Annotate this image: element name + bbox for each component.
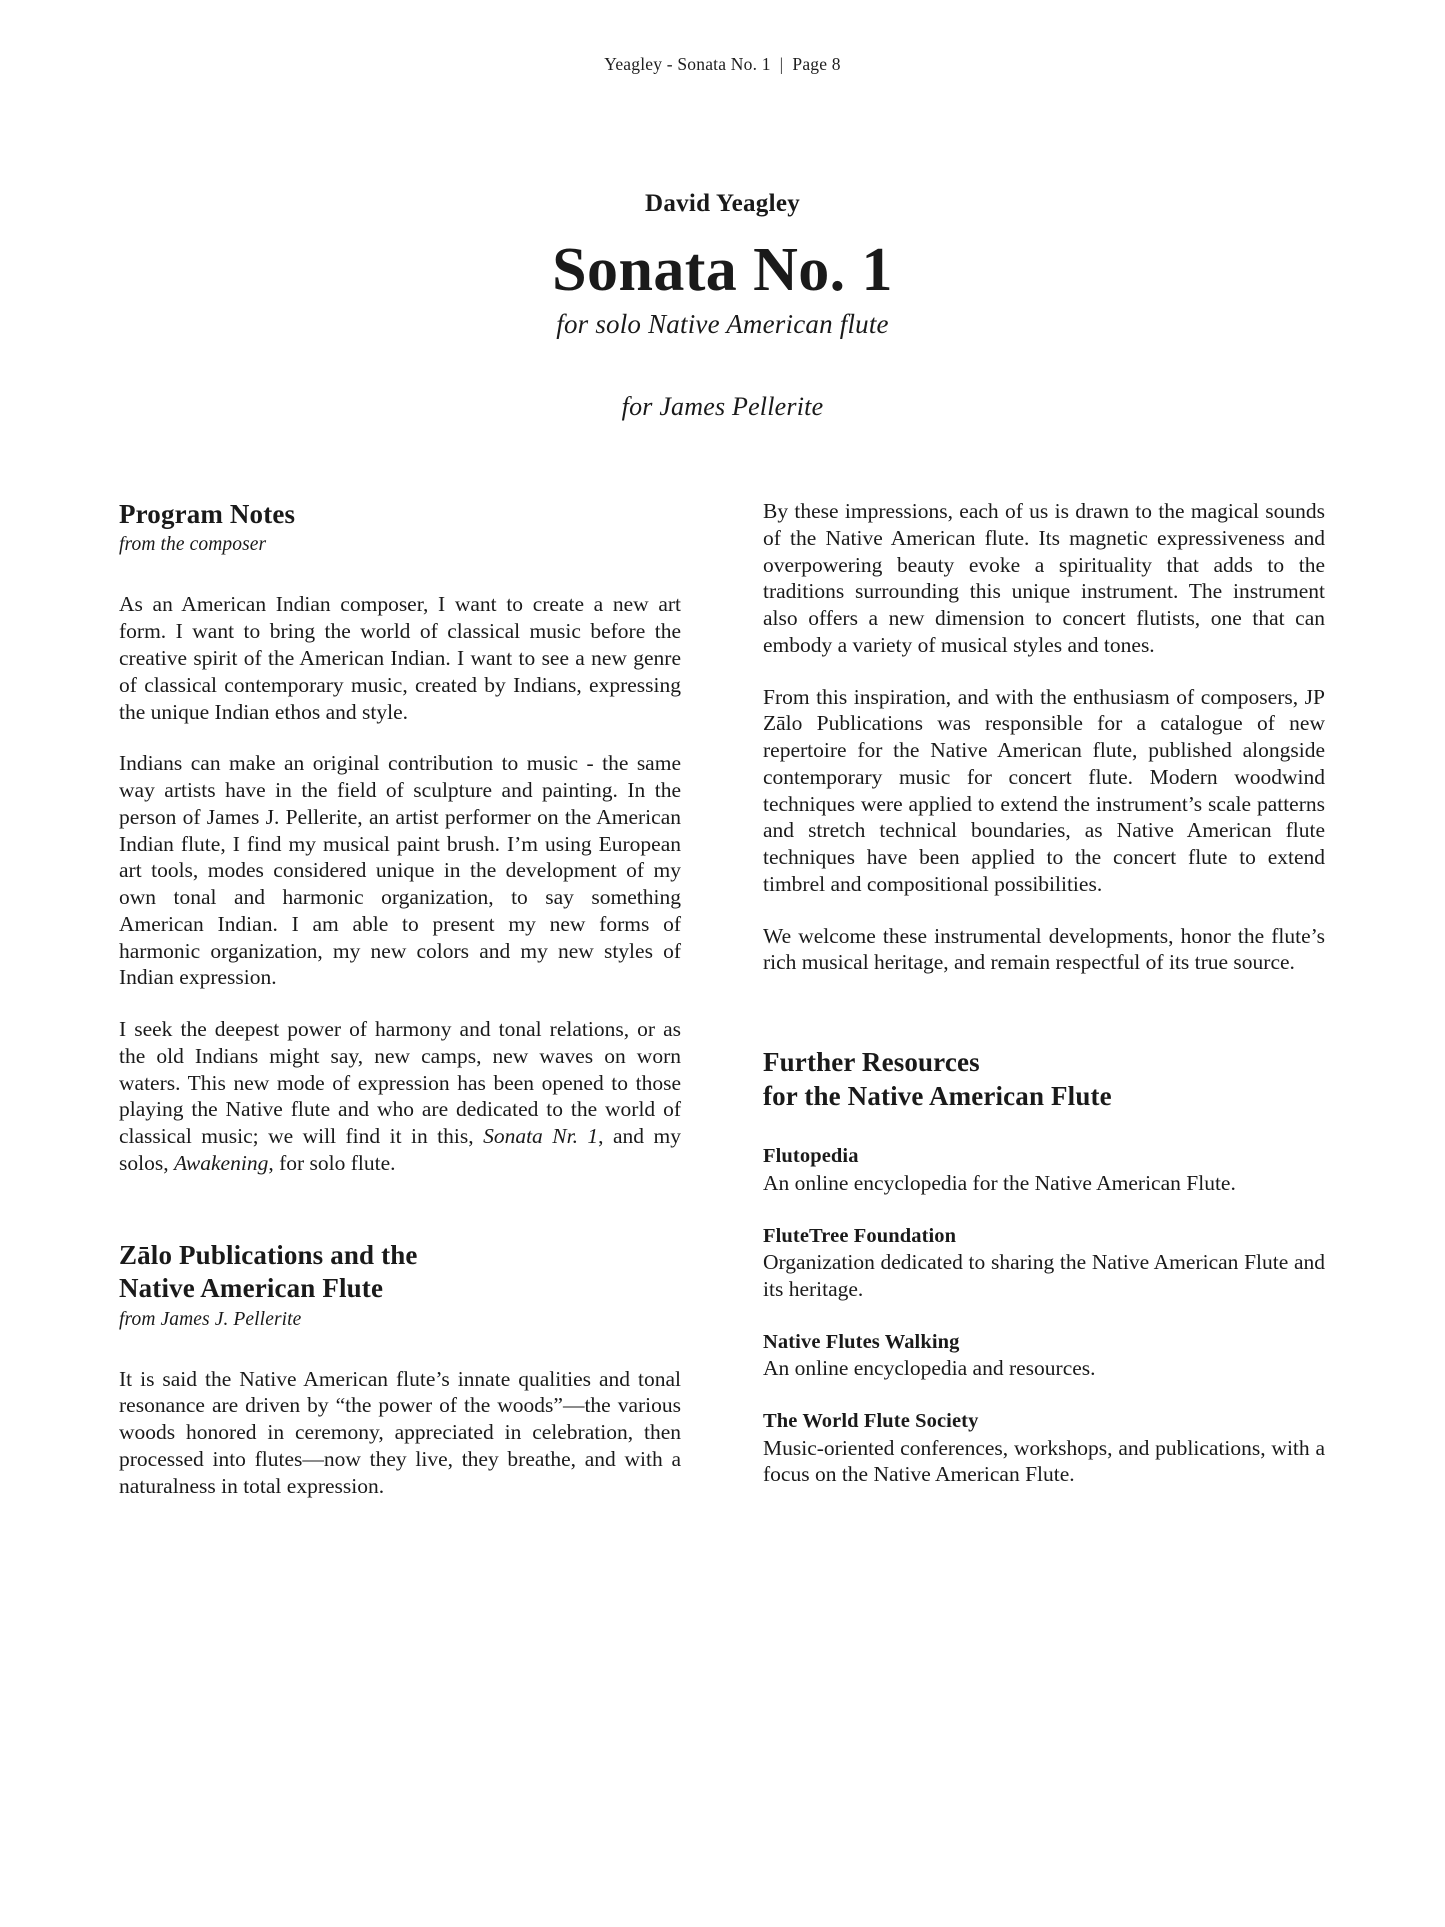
work-title-italic: Sonata Nr. 1 — [483, 1124, 599, 1149]
further-resources-line-1: Further Resources — [763, 1047, 980, 1078]
dedication-line: for James Pellerite — [621, 392, 824, 422]
page-title: Sonata No. 1 — [552, 235, 893, 304]
resource-description: Music-oriented conferences, workshops, and publications, with a focus on the Native American Flute. — [763, 1435, 1325, 1487]
paragraph-text: I seek the deepest power of harmony and tonal relations, or as the old Indians might say, new camps, new waves on worn waters. This new mode of expression has been opened to those playing the Native flute and who are dedicated to the world of classical music; we will find it in this, — [119, 1017, 681, 1149]
zalo-section-heading — [119, 1239, 681, 1306]
paragraph: Indians can make an original contribution to music - the same way artists have in the field of sculpture and painting. In the person of James J. Pellerite, an artist performer on the American Indian flute, I find my musical paint brush. I’m using European art tools, modes considered unique in the development of my own tonal and harmonic organization, to say something American Indian. I am able to present my new forms of harmonic organization, my new colors and my new styles of Indian expression. — [119, 751, 681, 990]
paragraph: It is said the Native American flute’s innate qualities and tonal resonance are driven by “the power of the woods”—the various woods honored in ceremony, appreciated in celebration, then processed into flutes—now they live, they breathe, and with a naturalness in total expression. — [119, 1366, 681, 1498]
zalo-section-subheading: from James J. Pellerite — [119, 1308, 302, 1330]
paragraph — [119, 1016, 681, 1177]
paragraph: We welcome these instrumental developments, honor the flute’s rich musical heritage, and remain respectful of its true source. — [763, 923, 1325, 975]
list-item — [763, 1409, 1325, 1488]
list-item — [763, 1224, 1325, 1303]
resource-description: Organization dedicated to sharing the Native American Flute and its heritage. — [763, 1250, 1325, 1301]
work-title-italic: Awakening — [173, 1151, 269, 1176]
paragraph: As an American Indian composer, I want to create a new art form. I want to bring the world of classical music before the creative spirit of the American Indian. I want to see a new genre of classical contemporary music, created by Indians, expressing the unique Indian ethos and style. — [119, 592, 681, 724]
left-column — [119, 498, 681, 1500]
resource-description: An online encyclopedia and resources. — [763, 1356, 1096, 1381]
running-header-separator: | — [779, 54, 784, 74]
paragraph: By these impressions, each of us is drawn to the magical sounds of the Native American flute. Its magnetic expressiveness and overpowering beauty evoke a spirituality that adds to the traditions surrounding this unique instrument. The instrument also offers a new dimension to concert flutists, one that can embody a variety of musical styles and tones. — [763, 499, 1325, 657]
list-item — [763, 1330, 1325, 1382]
list-item — [763, 1144, 1325, 1196]
resource-description: An online encyclopedia for the Native American Flute. — [763, 1170, 1236, 1195]
zalo-heading-line-1: Zālo Publications and the — [119, 1239, 418, 1270]
program-notes-heading: Program Notes — [119, 499, 296, 529]
resource-name: FluteTree Foundation — [763, 1224, 957, 1247]
program-notes-subheading: from the composer — [119, 534, 267, 556]
resource-name: Flutopedia — [763, 1145, 859, 1168]
resource-name: Native Flutes Walking — [763, 1330, 960, 1353]
further-resources-line-2: for the Native American Flute — [763, 1081, 1112, 1112]
title-block — [0, 190, 1445, 422]
running-header — [0, 54, 1445, 75]
further-resources-heading — [763, 1045, 1325, 1113]
body-columns — [119, 498, 1326, 1500]
paragraph-text: , for solo flute. — [268, 1151, 396, 1176]
right-column — [763, 498, 1325, 1500]
resource-name: The World Flute Society — [763, 1410, 979, 1433]
running-header-title: Yeagley - Sonata No. 1 — [604, 54, 771, 74]
section-spacer — [763, 1001, 1325, 1045]
composer-name: David Yeagley — [644, 190, 801, 217]
paragraph: From this inspiration, and with the enthusiasm of composers, JP Zālo Publications was responsible for a catalogue of new repertoire for the Native American flute, published alongside contemporary music for concert flute. Modern woodwind techniques were applied to extend the instrument’s scale patterns and stretch technical boundaries, as Native American flute techniques have been applied to the concert flute to extend timbrel and compositional possibilities. — [763, 684, 1325, 896]
section-spacer — [119, 1177, 681, 1239]
running-header-page: Page 8 — [792, 54, 841, 74]
paragraph-text: , and my solos, — [119, 1124, 681, 1176]
work-subtitle: for solo Native American flute — [556, 309, 889, 340]
zalo-heading-line-2: Native American Flute — [119, 1273, 384, 1304]
